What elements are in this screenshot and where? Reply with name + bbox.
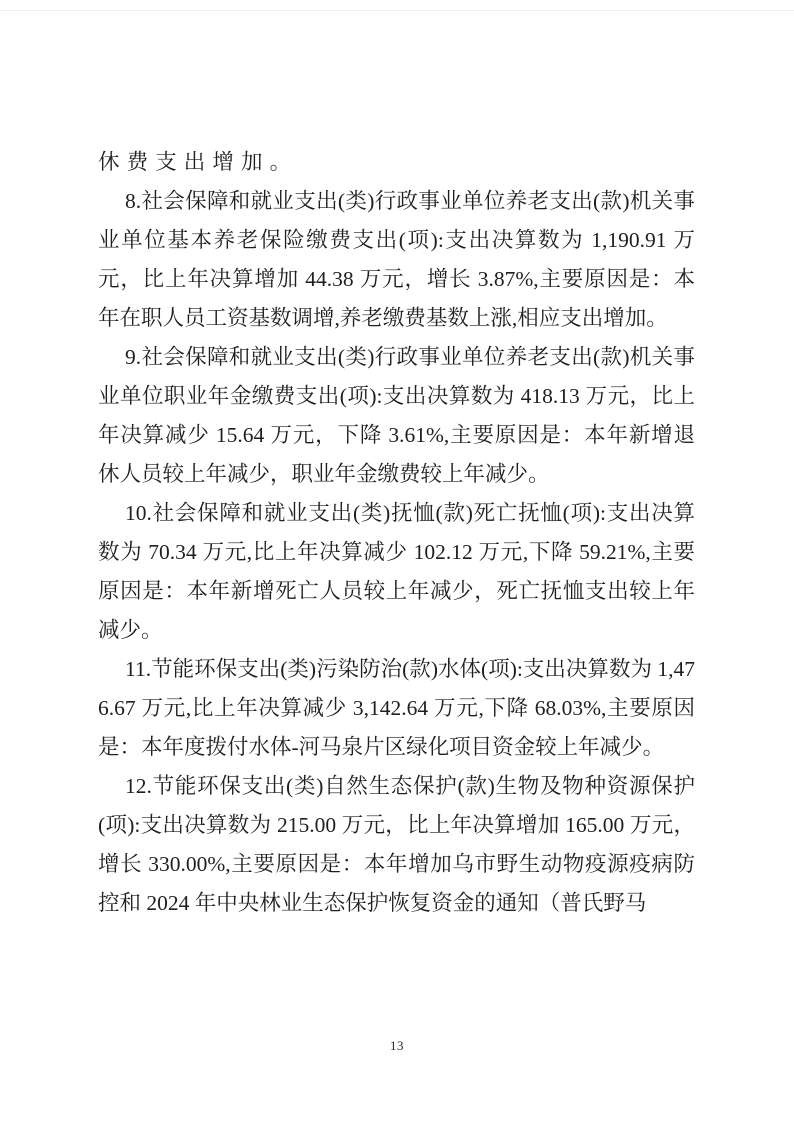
document-body [98, 143, 695, 923]
paragraph-item-10: 10.社会保障和就业支出(类)抚恤(款)死亡抚恤(项):支出决算数为 70.34 万元,比上年决算减少 102.12 万元,下降 59.21%,主要原因是：本年新增死亡人员较上年减少，死亡抚恤支出较上年减少。 [98, 501, 695, 642]
page-top-edge-line [0, 10, 794, 11]
paragraph-item-8: 8.社会保障和就业支出(类)行政事业单位养老支出(款)机关事业单位基本养老保险缴费支出(项):支出决算数为 1,190.91 万元，比上年决算增加 44.38 万元，增长 3.87%,主要原因是：本年在职人员工资基数调增,养老缴费基数上涨,相应支出增加。 [98, 189, 695, 330]
paragraph-continuation: 休费支出增加。 [98, 150, 299, 174]
paragraph-item-11: 11.节能环保支出(类)污染防治(款)水体(项):支出决算数为 1,476.67 万元,比上年决算减少 3,142.64 万元,下降 68.03%,主要原因是：本年度拨付水体-河马泉片区绿化项目资金较上年减少。 [98, 657, 695, 759]
page-number: 13 [390, 1038, 404, 1053]
paragraph-item-9: 9.社会保障和就业支出(类)行政事业单位养老支出(款)机关事业单位职业年金缴费支出(项):支出决算数为 418.13 万元，比上年决算减少 15.64 万元，下降 3.61%,主要原因是：本年新增退休人员较上年减少，职业年金缴费较上年减少。 [98, 345, 695, 486]
paragraph-item-12: 12.节能环保支出(类)自然生态保护(款)生物及物种资源保护(项):支出决算数为 215.00 万元，比上年决算增加 165.00 万元，增长 330.00%,主要原因是：本年增加乌市野生动物疫源疫病防控和 2024 年中央林业生态保护恢复资金的通知（普氏野马 [98, 774, 695, 915]
